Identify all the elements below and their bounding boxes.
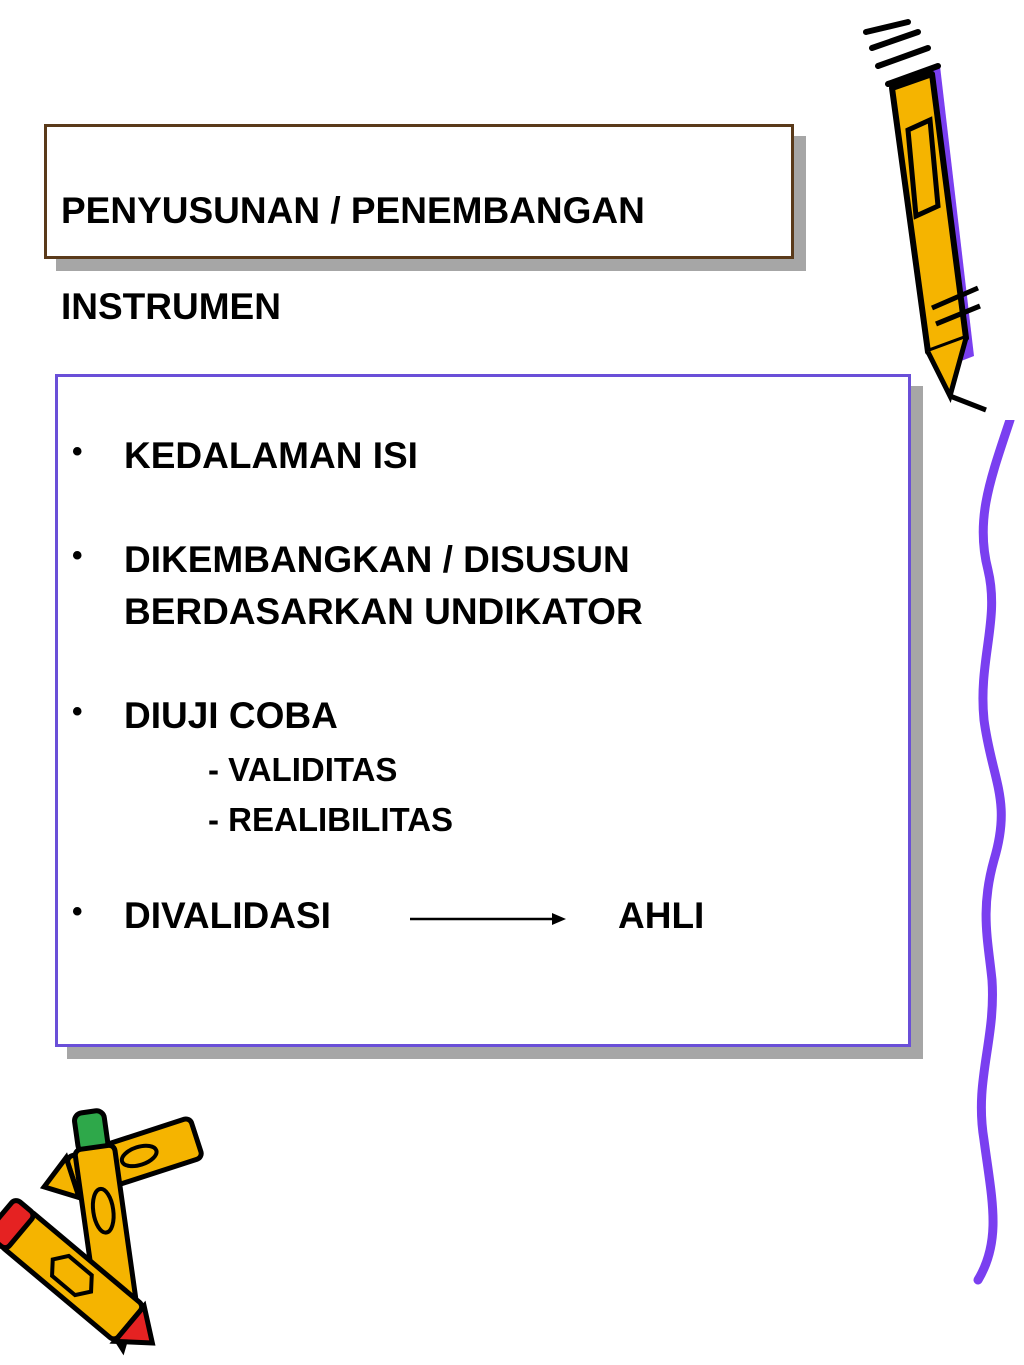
pencil-clipart-icon [858, 18, 1008, 418]
list-item-ahli: AHLI [618, 895, 705, 936]
bullet: • [72, 539, 83, 572]
list-item-kedalaman: KEDALAMAN ISI [124, 435, 418, 476]
arrow-icon [410, 912, 566, 926]
list-item-dikembangkan-line2: BERDASARKAN UNDIKATOR [124, 591, 643, 632]
list-item-dikembangkan-line1: DIKEMBANGKAN / DISUSUN [124, 539, 630, 580]
content-box [55, 374, 911, 1047]
list-item-diuji-coba: DIUJI COBA [124, 695, 338, 736]
list-item-divalidasi: DIVALIDASI [124, 895, 331, 936]
bullet: • [72, 695, 83, 728]
slide-title [61, 139, 791, 379]
title-line-1: PENYUSUNAN / PENEMBANGAN [61, 190, 645, 231]
bullet: • [72, 435, 83, 468]
title-line-2: INSTRUMEN [61, 286, 281, 327]
bullet: • [72, 895, 83, 928]
crossed-pencils-icon [0, 1100, 210, 1360]
title-box [44, 124, 794, 327]
wavy-line-icon [970, 420, 1020, 1290]
subitem-validitas: - VALIDITAS [208, 751, 398, 788]
subitem-realibilitas: - REALIBILITAS [208, 801, 454, 838]
